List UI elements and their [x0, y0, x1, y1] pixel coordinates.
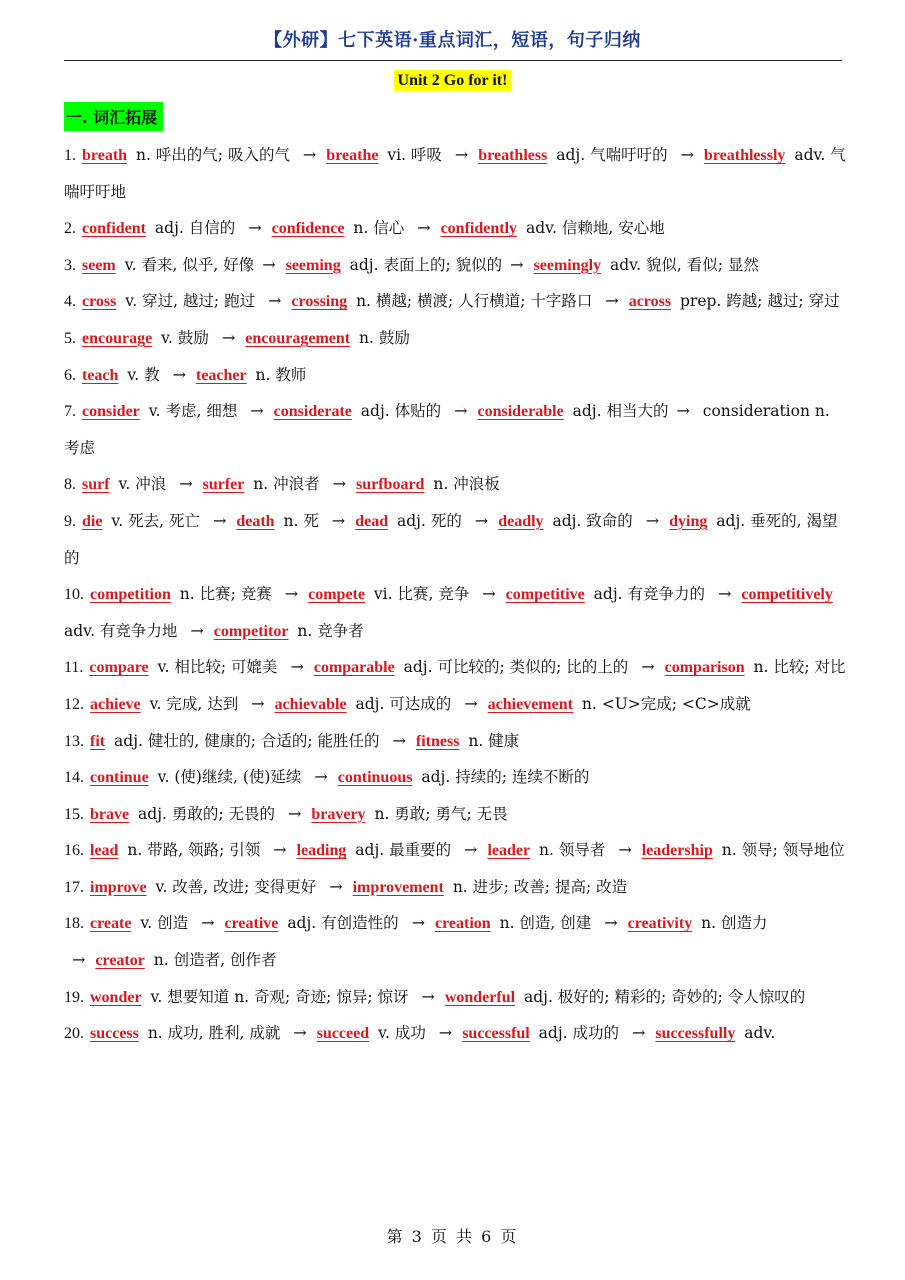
vocab-word: crossing [291, 293, 348, 311]
word-definition: adj. 勇敢的; 无畏的 [133, 804, 280, 823]
entry-number: 5. [64, 329, 80, 347]
vocab-entry [64, 759, 848, 796]
vocabulary-list [64, 137, 848, 1052]
word-definition: n. 创造力 [696, 914, 768, 933]
entry-number: 8. [64, 476, 80, 494]
vocab-word: fitness [415, 732, 460, 750]
vocab-word: achieve [90, 695, 141, 713]
arrow-right-icon: → [268, 291, 282, 311]
arrow-right-icon: → [717, 584, 732, 604]
arrow-right-icon: → [250, 401, 264, 421]
vocab-word: competition [90, 586, 171, 604]
arrow-right-icon: → [680, 145, 694, 164]
vocab-word: continue [90, 769, 149, 787]
vocab-word: teach [82, 366, 119, 384]
vocab-word: across [628, 293, 672, 311]
word-definition: adj. 最重要的 [350, 841, 457, 860]
vocab-entry [64, 247, 848, 284]
word-definition: adj. 死的 [392, 511, 467, 530]
vocab-word: surfer [202, 476, 245, 494]
vocab-entry [64, 466, 848, 503]
arrow-right-icon: → [454, 145, 469, 164]
vocab-word: breath [82, 147, 128, 164]
vocab-word: success [90, 1025, 139, 1043]
word-definition: n. 横越; 横渡; 人行横道; 十字路口 [351, 292, 598, 311]
vocab-word: consider [82, 403, 140, 421]
word-definition: n. 成功, 胜利, 成就 [142, 1024, 286, 1043]
vocab-word: improve [90, 878, 147, 896]
vocab-word: comparable [313, 659, 395, 677]
vocab-word: die [82, 512, 103, 530]
vocab-word: seeming [285, 256, 341, 274]
word-definition: adj. 有创造性的 [282, 914, 404, 933]
entry-number: 17. [64, 878, 88, 896]
word-definition: v. 想要知道 n. 奇观; 奇迹; 惊异; 惊讶 [145, 987, 414, 1006]
word-definition: n. 死 [278, 511, 324, 530]
word-definition: adv. 气喘吁吁地 [64, 146, 846, 201]
entry-number: 19. [64, 988, 88, 1006]
vocab-word: continuous [337, 769, 413, 787]
word-definition: n. 勇敢; 勇气; 无畏 [369, 804, 508, 823]
document-header-title: 【外研】七下英语·重点词汇，短语，句子归纳 [264, 30, 641, 51]
unit-title: Unit 2 Go for it! [394, 70, 512, 91]
vocab-word: dead [355, 512, 389, 530]
vocab-word: lead [90, 842, 119, 860]
entry-number: 18. [64, 915, 88, 933]
word-definition: n. 教师 [250, 365, 307, 384]
word-definition: n. 进步; 改善; 提高; 改造 [447, 877, 628, 896]
arrow-right-icon: → [464, 840, 478, 860]
word-definition: v. 教 [122, 365, 165, 384]
arrow-right-icon: → [72, 950, 86, 970]
word-definition: n. 健康 [463, 731, 520, 750]
word-definition: adv. 貌似, 看似; 显然 [605, 255, 759, 274]
section-heading: 一. 词汇拓展 [64, 102, 163, 131]
vocab-word: considerate [273, 403, 352, 421]
word-definition: v. 鼓励 [156, 328, 214, 347]
word-definition: adj. 致命的 [547, 511, 638, 530]
vocab-word: confidently [440, 220, 518, 238]
arrow-right-icon: → [251, 693, 265, 713]
vocab-word: leader [487, 842, 531, 860]
vocab-entry [64, 869, 848, 906]
word-definition: v. 冲浪 [113, 475, 172, 494]
vocab-word: seemingly [533, 256, 602, 274]
vocab-word: seem [82, 256, 116, 274]
vocab-word: creativity [627, 915, 693, 933]
arrow-right-icon: → [454, 401, 468, 421]
vocab-word: breathlessly [703, 147, 786, 164]
entry-number: 2. [64, 220, 80, 238]
vocab-word: teacher [195, 366, 247, 384]
word-definition: adv. 信赖地, 安心地 [521, 219, 665, 238]
page-footer: 第 3 页 共 6 页 [386, 1227, 519, 1246]
vocab-word: creative [224, 915, 279, 933]
vocab-word: successful [462, 1025, 530, 1043]
word-definition: n. 呼出的气; 吸入的气 [131, 146, 295, 164]
vocab-word: creation [434, 915, 491, 933]
vocab-word: surfboard [355, 476, 425, 494]
arrow-right-icon: → [474, 510, 489, 530]
arrow-right-icon: → [314, 767, 328, 787]
word-definition: v. 看来, 似乎, 好像 [119, 255, 255, 274]
word-definition: n. 比较; 对比 [748, 658, 846, 677]
vocab-entry [64, 393, 848, 466]
word-definition: n. 领导; 领导地位 [716, 841, 845, 860]
word-definition: n. 创造者, 创作者 [148, 951, 277, 970]
word-definition: n. 信心 [348, 219, 410, 238]
vocab-word: achievable [274, 695, 347, 713]
arrow-right-icon: → [201, 913, 215, 933]
arrow-right-icon: → [618, 840, 632, 860]
arrow-right-icon: → [248, 218, 262, 238]
arrow-right-icon: → [331, 510, 346, 530]
entry-number: 13. [64, 732, 88, 750]
word-definition: n. 带路, 领路; 引领 [122, 841, 266, 860]
vocab-word: achievement [487, 695, 573, 713]
arrow-right-icon: → [329, 876, 343, 896]
header-divider [64, 60, 842, 61]
arrow-right-icon: → [290, 657, 304, 677]
word-definition: n. 比赛; 竞赛 [174, 585, 277, 604]
vocab-word: compare [89, 659, 149, 677]
word-definition: adj. 健壮的, 健康的; 合适的; 能胜任的 [109, 731, 385, 750]
entry-number: 4. [64, 293, 80, 311]
entry-number: 10. [64, 586, 88, 604]
vocab-entry [64, 905, 848, 978]
word-definition: adj. 气喘吁吁的 [551, 146, 673, 164]
vocab-word: compete [308, 586, 365, 604]
arrow-right-icon: → [293, 1023, 307, 1043]
vocab-word: improvement [352, 878, 444, 896]
vocab-word: succeed [316, 1025, 370, 1043]
word-definition: adj. 相当大的 [567, 402, 669, 421]
vocab-word: death [236, 512, 275, 530]
arrow-right-icon: → [262, 254, 276, 274]
vocab-word: encouragement [245, 329, 351, 347]
vocab-word: wonder [90, 988, 142, 1006]
arrow-right-icon: → [392, 730, 406, 750]
arrow-right-icon: → [510, 254, 524, 274]
vocab-word: confident [82, 220, 146, 238]
arrow-right-icon: → [411, 913, 425, 933]
word-definition: v. 成功 [373, 1024, 431, 1043]
vocab-entry [64, 503, 848, 576]
word-definition: adj. 成功的 [533, 1024, 624, 1043]
vocab-word: brave [90, 805, 130, 823]
entry-number: 6. [64, 366, 80, 384]
vocab-word: breathless [478, 147, 548, 164]
word-definition: v. 考虑, 细想 [143, 402, 243, 421]
entry-number: 3. [64, 256, 80, 274]
vocab-word: leading [296, 842, 347, 860]
vocab-word: comparison [664, 659, 745, 677]
arrow-right-icon: → [287, 803, 302, 823]
word-definition: v. 穿过, 越过; 跑过 [120, 292, 261, 311]
word-definition: v. 改善, 改进; 变得更好 [150, 877, 322, 896]
vocab-word: create [90, 915, 132, 933]
arrow-right-icon: → [631, 1023, 646, 1043]
vocab-word: bravery [311, 805, 366, 823]
word-definition: v. 创造 [135, 914, 194, 933]
word-definition: n. 冲浪板 [428, 475, 500, 494]
vocab-word: competitor [213, 622, 289, 640]
vocab-entry [64, 832, 848, 869]
vocab-word: competitive [505, 586, 585, 604]
vocab-word: leadership [641, 842, 713, 860]
word-definition: adv. [739, 1024, 776, 1043]
word-definition: vi. 呼吸 [382, 146, 447, 164]
word-definition: n. <U>完成; <C>成就 [576, 694, 751, 713]
word-definition: vi. 比赛, 竞争 [368, 585, 475, 604]
arrow-right-icon: → [421, 986, 435, 1006]
vocab-word: creator [95, 952, 145, 970]
arrow-right-icon: → [482, 584, 496, 604]
unit-title-wrap [0, 70, 905, 90]
word-definition: adv. 有竞争力地 [64, 621, 183, 640]
word-definition: v. (使)继续, (使)延续 [152, 768, 307, 787]
entry-number: 20. [64, 1025, 88, 1043]
arrow-right-icon: → [273, 840, 287, 860]
word-definition: adj. 有竞争力的 [588, 585, 710, 604]
entry-number: 16. [64, 842, 88, 860]
arrow-right-icon: → [641, 657, 655, 677]
vocab-word: successfully [655, 1025, 736, 1043]
arrow-right-icon: → [417, 218, 431, 238]
word-definition: consideration n. 考虑 [64, 402, 830, 457]
arrow-right-icon: → [604, 913, 618, 933]
vocab-word: encourage [82, 329, 153, 347]
entry-number: 12. [64, 695, 88, 713]
vocab-word: cross [82, 293, 117, 311]
vocab-entry [64, 576, 848, 649]
arrow-right-icon: → [172, 364, 186, 384]
vocab-word: competitively [741, 586, 833, 604]
word-definition: v. 相比较; 可媲美 [152, 658, 283, 677]
entry-number: 11. [64, 659, 88, 677]
word-definition: adj. 表面上的; 貌似的 [344, 255, 503, 274]
vocab-word: deadly [498, 512, 544, 530]
arrow-right-icon: → [645, 510, 660, 530]
vocab-entry [64, 1015, 848, 1052]
arrow-right-icon: → [438, 1023, 453, 1043]
vocab-word: breathe [326, 147, 379, 164]
word-definition: adj. 极好的; 精彩的; 奇妙的; 令人惊叹的 [519, 987, 806, 1006]
vocab-word: considerable [477, 403, 564, 421]
word-definition: adj. 垂死的, 渴望的 [64, 511, 838, 567]
entry-number: 7. [64, 403, 80, 421]
word-definition: prep. 跨越; 越过; 穿过 [675, 292, 840, 311]
word-definition: n. 鼓励 [354, 328, 410, 347]
entry-number: 15. [64, 805, 88, 823]
arrow-right-icon: → [332, 474, 346, 494]
word-definition: adj. 体贴的 [355, 402, 447, 421]
vocab-entry [64, 686, 848, 723]
word-definition: adj. 自信的 [150, 219, 241, 238]
vocab-entry [64, 210, 848, 247]
entry-number: 9. [64, 512, 80, 530]
arrow-right-icon: → [284, 584, 299, 604]
word-definition: v. 死去, 死亡 [106, 511, 205, 530]
entry-number: 1. [64, 147, 80, 164]
word-definition: adj. 持续的; 连续不断的 [416, 768, 590, 787]
word-definition: n. 领导者 [534, 841, 611, 860]
entry-number: 14. [64, 769, 88, 787]
word-definition: n. 冲浪者 [248, 475, 325, 494]
vocab-entry [64, 979, 848, 1016]
word-definition: adj. 可达成的 [350, 694, 457, 713]
arrow-right-icon: → [605, 291, 619, 311]
arrow-right-icon: → [212, 510, 227, 530]
arrow-right-icon: → [179, 474, 193, 494]
vocab-entry [64, 796, 848, 833]
arrow-right-icon: → [464, 693, 478, 713]
vocab-entry [64, 137, 848, 210]
vocab-entry [64, 320, 848, 357]
vocab-word: confidence [271, 220, 345, 238]
word-definition: n. 创造, 创建 [494, 914, 597, 933]
word-definition: adj. 可比较的; 类似的; 比的上的 [398, 658, 634, 677]
vocab-entry [64, 357, 848, 394]
arrow-right-icon: → [190, 620, 204, 640]
arrow-right-icon: → [676, 401, 690, 421]
arrow-right-icon: → [221, 327, 236, 347]
vocab-word: dying [669, 512, 708, 530]
vocab-entry [64, 649, 848, 686]
word-definition: n. 竞争者 [292, 621, 364, 640]
vocab-word: fit [90, 732, 106, 750]
vocab-entry [64, 283, 848, 320]
vocab-word: wonderful [444, 988, 516, 1006]
vocab-word: surf [82, 476, 110, 494]
arrow-right-icon: → [302, 145, 317, 164]
word-definition: v. 完成, 达到 [144, 694, 244, 713]
vocab-entry [64, 723, 848, 760]
